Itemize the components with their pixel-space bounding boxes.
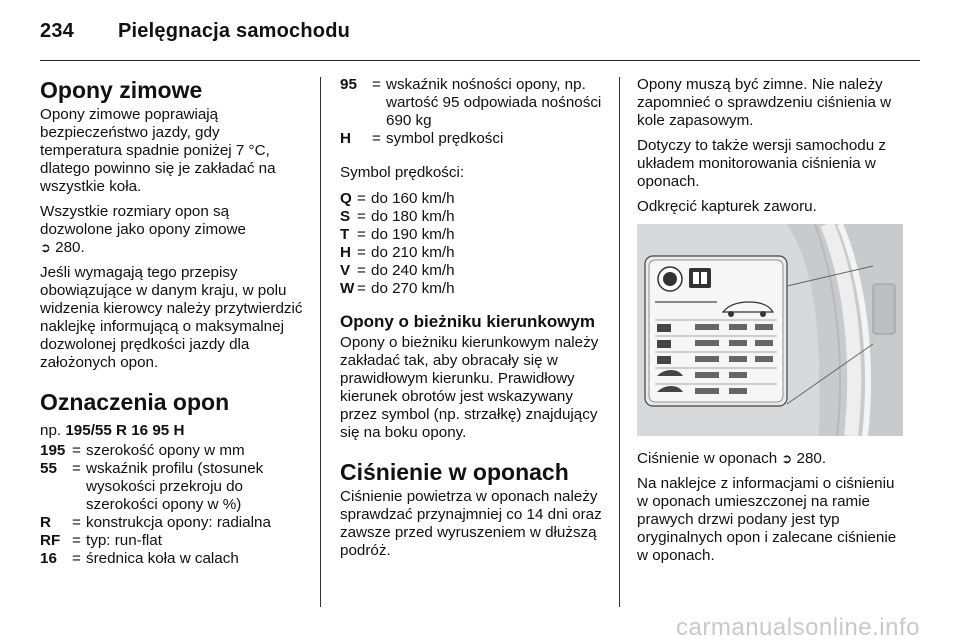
tire-code-list-cont [340,76,608,148]
column-divider [320,77,321,607]
heading-winter-tires: Opony zimowe [40,77,203,103]
page-ref-icon: ➲ [781,451,793,466]
speed-row: T = do 190 km/h [340,226,455,243]
speed-row: Q = do 160 km/h [340,190,455,207]
page-ref-icon: ➲ [40,240,51,255]
door-frame-svg [637,224,903,436]
tire-code-list [40,442,304,568]
page-ref-link[interactable]: 280. [796,450,827,467]
door-frame-label-illustration [637,224,903,436]
speed-row: S = do 180 km/h [340,208,455,225]
def-row: 55 = wskaźnik profilu (stosunek wysokości przekroju do szerokości opony w %) [40,460,264,513]
paragraph-valve-cap: Odkręcić kapturek zaworu. [637,198,817,215]
paragraph-tpms: Dotyczy to także wersji samochodu z układem monitorowania ciśnienia w oponach. [637,137,886,190]
paragraph-pressure-ref: Ciśnienie w oponach ➲ 280. [637,450,827,467]
def-row: 16 = średnica koła w calach [40,550,239,567]
page-number: 234 [40,20,74,42]
heading-pressure: Ciśnienie w oponach [340,459,569,485]
speed-symbol-list [340,190,608,298]
tire-code-example: np. 195/55 R 16 95 H [40,422,185,439]
paragraph-winter-2: Wszystkie rozmiary opon są dozwolone jako opony zimowe ➲ 280. [40,203,246,256]
def-row: 195 = szerokość opony w mm [40,442,245,459]
def-row: 95 = wskaźnik nośności opony, np. wartość 95 odpowiada nośności 690 kg [340,76,602,129]
column-2 [340,76,608,567]
page-ref-link[interactable]: 280. [55,239,85,256]
page-title: Pielęgnacja samochodu [118,20,351,42]
speed-row: V = do 240 km/h [340,262,455,279]
column-1 [40,76,304,575]
header-rule [40,60,920,61]
paragraph-label-location: Na naklejce z informacjami o ciśnieniu w oponach umieszczonej na ramie prawych drzwi podany jest typ oryginalnych opon i zalecane ciśnienie w oponach. [637,475,897,564]
speed-row: H = do 210 km/h [340,244,455,261]
def-row: H = symbol prędkości [340,130,504,147]
page-header [40,20,350,43]
paragraph-winter-1: Opony zimowe poprawiają bezpieczeństwo jazdy, gdy temperatura spadnie poniżej 7 °C, dlatego powinno się je zakładać na wszystkie koła. [40,106,276,195]
column-divider [619,77,620,607]
heading-tire-marks: Oznaczenia opon [40,389,230,415]
watermark: carmanualsonline.info [676,614,920,641]
heading-directional: Opony o bieżniku kierunkowym [340,312,596,331]
paragraph-cold-tires: Opony muszą być zimne. Nie należy zapomnieć o sprawdzeniu ciśnienia w kole zapasowym. [637,76,892,129]
paragraph-pressure: Ciśnienie powietrza w oponach należy sprawdzać przynajmniej co 14 dni oraz zawsze przed wyruszeniem w dłuższą podróż. [340,488,602,559]
paragraph-directional: Opony o bieżniku kierunkowym należy zakładać tak, aby obracały się w prawidłowym kierunku. Prawidłowy kierunek obrotów jest wskazywany przez symbol (np. strzałkę) znajdujący się na boku opony. [340,334,599,441]
paragraph-winter-3: Jeśli wymagają tego przepisy obowiązujące w danym kraju, w polu widzenia kierowcy należy przytwierdzić naklejkę informującą o maksymalnej dozwolonej prędkości jazdy dla założonych opon. [40,264,303,371]
def-row: R = konstrukcja opony: radialna [40,514,271,531]
def-row: RF = typ: run-flat [40,532,162,549]
speed-row: W = do 270 km/h [340,280,455,297]
column-3 [637,76,905,572]
speed-symbol-title: Symbol prędkości: [340,164,465,181]
